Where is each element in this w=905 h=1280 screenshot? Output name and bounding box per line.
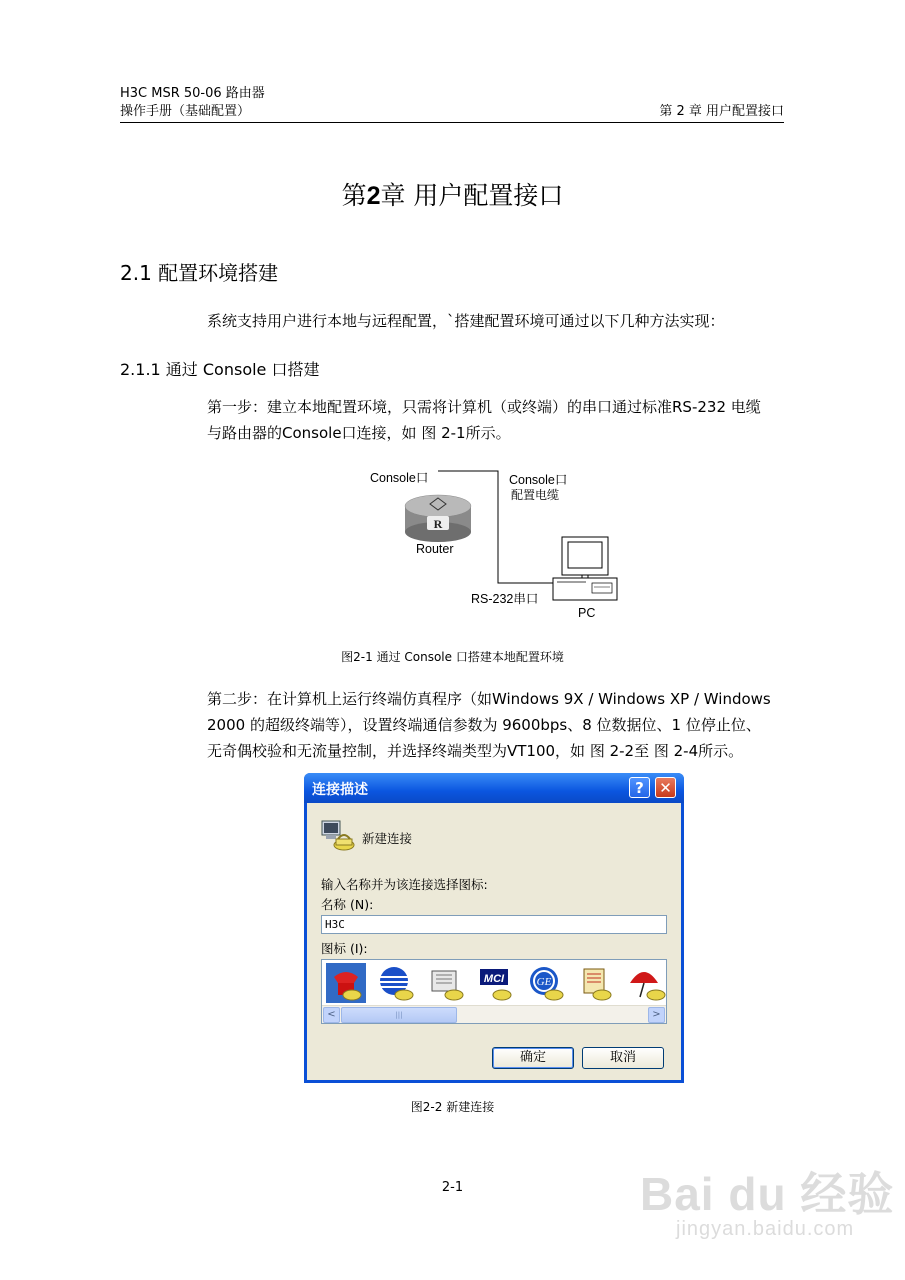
scroll-left-button[interactable]: < xyxy=(323,1007,340,1023)
step1-line1: 第一步：建立本地配置环境，只需将计算机（或终端）的串口通过标准RS-232 电缆 xyxy=(207,398,761,416)
icon-picker[interactable] xyxy=(321,959,667,1024)
step2-line2: 2000 的超级终端等），设置终端通信参数为 9600bps、8 位数据位、1 位停止位、 xyxy=(207,716,761,734)
header-manual: 操作手册（基础配置） xyxy=(120,104,251,119)
new-connection-icon xyxy=(320,819,356,853)
new-connection-label: 新建连接 xyxy=(362,831,413,846)
scroll-right-button[interactable]: > xyxy=(648,1007,665,1023)
fax-icon[interactable] xyxy=(426,963,466,1003)
mci-icon[interactable] xyxy=(476,963,516,1003)
watermark-brand: Bai du 经验 xyxy=(640,1168,895,1220)
router-icon xyxy=(405,495,471,542)
scroll-thumb[interactable]: ||| xyxy=(341,1007,457,1023)
svg-text:R: R xyxy=(433,517,443,531)
svg-text:GE: GE xyxy=(536,976,552,988)
cancel-button[interactable]: 取消 xyxy=(582,1047,664,1069)
dialog-title: 连接描述 xyxy=(312,782,368,798)
step2-line1: 第二步：在计算机上运行终端仿真程序（如Windows 9X / Windows XP / Windows xyxy=(207,690,771,708)
figure2-caption: 图2-2 新建连接 xyxy=(410,1100,495,1114)
close-button[interactable]: ✕ xyxy=(655,777,676,798)
name-label: 名称 (N): xyxy=(321,897,374,912)
ok-button[interactable]: 确定 xyxy=(492,1047,574,1069)
name-input[interactable]: H3C xyxy=(321,915,667,934)
section-title: 2.1 配置环境搭建 xyxy=(120,261,279,285)
dialog-titlebar xyxy=(304,773,684,803)
document-icon[interactable] xyxy=(576,963,616,1003)
chapter-prefix: 第 xyxy=(341,181,367,210)
pc-icon xyxy=(553,537,617,600)
phone-icon[interactable] xyxy=(326,963,366,1003)
subsection-title: 2.1.1 通过 Console 口搭建 xyxy=(120,360,320,379)
router-label: Router xyxy=(416,542,454,556)
globe-icon[interactable] xyxy=(376,963,416,1003)
header-rule xyxy=(120,122,784,123)
connection-description-dialog xyxy=(304,773,684,1083)
svg-text:MCI: MCI xyxy=(483,973,505,985)
help-button[interactable]: ? xyxy=(629,777,650,798)
chapter-title xyxy=(0,176,905,212)
instruction-text: 输入名称并为该连接选择图标: xyxy=(321,877,488,892)
step1-line2: 与路由器的Console口连接，如 图 2-1所示。 xyxy=(207,424,511,442)
chapter-suffix: 章 用户配置接口 xyxy=(380,181,564,210)
figure1-caption: 图2-1 通过 Console 口搭建本地配置环境 xyxy=(341,650,564,664)
umbrella-icon[interactable] xyxy=(626,963,666,1003)
intro-text: 系统支持用户进行本地与远程配置，`搭建配置环境可通过以下几种方法实现： xyxy=(207,312,725,330)
step2-line3: 无奇偶校验和无流量控制，并选择终端类型为VT100，如 图 2-2至 图 2-4所示。 xyxy=(207,742,744,760)
header-product: H3C MSR 50-06 路由器 xyxy=(120,86,265,101)
header-chapter-ref: 第 2 章 用户配置接口 xyxy=(659,104,784,119)
pc-label: PC xyxy=(578,606,596,620)
chapter-number: 2 xyxy=(366,182,381,210)
serial-port-label: RS-232串口 xyxy=(471,592,539,606)
console-port-label: Console口 xyxy=(370,471,429,485)
icon-label: 图标 (I): xyxy=(321,941,368,956)
dialog-body xyxy=(307,803,681,1080)
watermark-url: jingyan.baidu.com xyxy=(676,1218,855,1240)
cable-label-2: 配置电缆 xyxy=(511,488,560,502)
cable-label-1: Console口 xyxy=(509,473,568,487)
page-number: 2-1 xyxy=(441,1180,464,1195)
ge-icon[interactable] xyxy=(526,963,566,1003)
icon-scrollbar[interactable] xyxy=(322,1005,666,1023)
